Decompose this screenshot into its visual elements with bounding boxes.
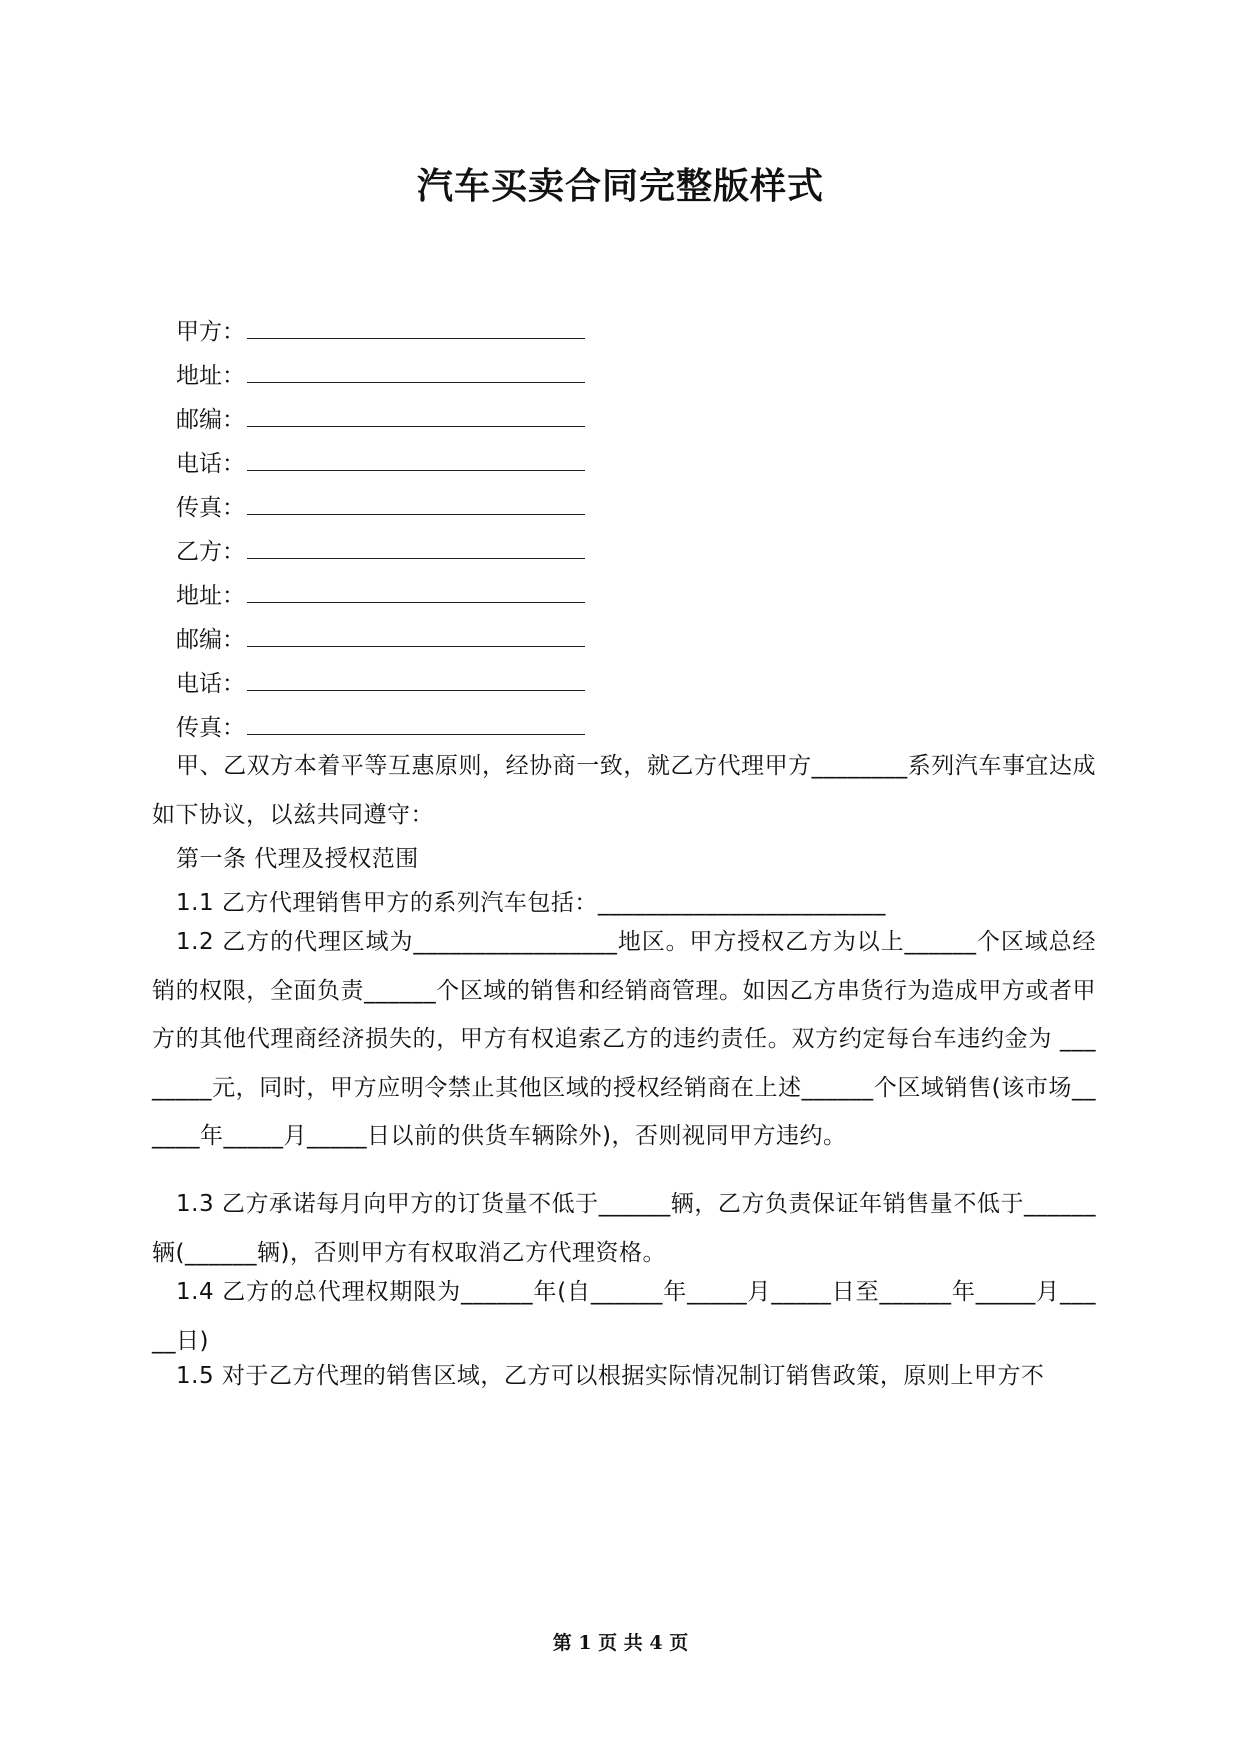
party-a-fax-field bbox=[176, 492, 585, 524]
blank-line bbox=[247, 316, 585, 339]
blank-line bbox=[247, 404, 585, 427]
blank-line bbox=[247, 492, 585, 515]
field-label: 邮编： bbox=[176, 627, 245, 653]
blank-line bbox=[247, 448, 585, 471]
party-a-name-field bbox=[176, 316, 585, 348]
document-title: 汽车买卖合同完整版样式 bbox=[416, 166, 824, 207]
field-label: 电话： bbox=[176, 451, 245, 477]
party-b-postcode-field bbox=[176, 624, 585, 656]
clause-1-2: 1.2 乙方的代理区域为_________________地区。甲方授权乙方为以上______个区域总经销的权限，全面负责______个区域的销售和经销商管理。如因乙方串货行为造成甲方或者甲方的其他代理商经济损失的，甲方有权追索乙方的违约责任。双方约定每台车违约金为 ________元，同时，甲方应明令禁止其他区域的授权经销商在上述______个区域销售(该市场______年_____月_____日以前的供货车辆除外)，否则视同甲方违约。 bbox=[152, 929, 1096, 1149]
field-label: 传真： bbox=[176, 495, 245, 521]
party-b-phone-field bbox=[176, 668, 585, 700]
field-label: 地址： bbox=[176, 363, 245, 389]
field-label: 邮编： bbox=[176, 407, 245, 433]
party-b-fax-field bbox=[176, 712, 585, 744]
field-label: 甲方： bbox=[176, 319, 245, 345]
article-1-heading: 第一条 代理及授权范围 bbox=[176, 846, 419, 872]
blank-line bbox=[247, 712, 585, 735]
page-footer: 第 1 页 共 4 页 bbox=[552, 1632, 689, 1654]
party-a-address-field bbox=[176, 360, 585, 392]
blank-line bbox=[247, 536, 585, 559]
field-label: 乙方： bbox=[176, 539, 245, 565]
party-b-address-field bbox=[176, 580, 585, 612]
clause-1-4: 1.4 乙方的总代理权期限为______年(自______年_____月_____日至______年_____月_____日) bbox=[152, 1279, 1096, 1354]
blank-line bbox=[247, 580, 585, 603]
party-a-phone-field bbox=[176, 448, 585, 480]
clause-1-1: 1.1 乙方代理销售甲方的系列汽车包括：________________________ bbox=[176, 890, 886, 916]
party-b-name-field bbox=[176, 536, 585, 568]
blank-line bbox=[247, 360, 585, 383]
clause-1-3: 1.3 乙方承诺每月向甲方的订货量不低于______辆，乙方负责保证年销售量不低于______辆(______辆)，否则甲方有权取消乙方代理资格。 bbox=[152, 1191, 1096, 1266]
clause-1-5: 1.5 对于乙方代理的销售区域，乙方可以根据实际情况制订销售政策，原则上甲方不 bbox=[176, 1363, 1045, 1389]
intro-paragraph: 甲、乙双方本着平等互惠原则，经协商一致，就乙方代理甲方________系列汽车事宜达成如下协议，以兹共同遵守： bbox=[152, 753, 1096, 828]
field-label: 传真： bbox=[176, 715, 245, 741]
party-a-postcode-field bbox=[176, 404, 585, 436]
field-label: 地址： bbox=[176, 583, 245, 609]
field-label: 电话： bbox=[176, 671, 245, 697]
blank-line bbox=[247, 624, 585, 647]
blank-line bbox=[247, 668, 585, 691]
